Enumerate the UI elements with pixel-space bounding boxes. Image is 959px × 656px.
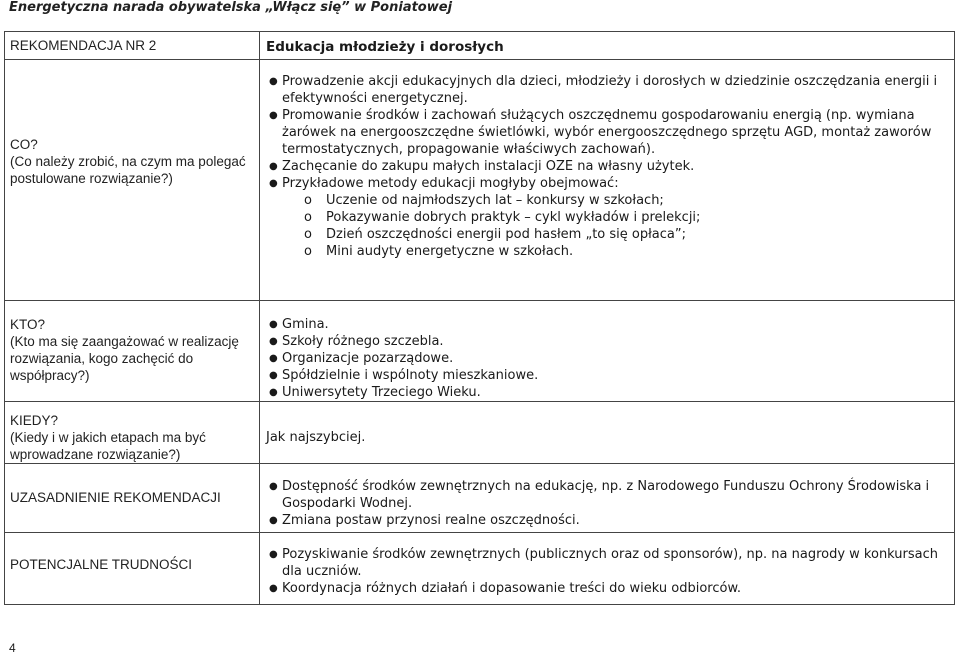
row-trudnosci (5, 533, 955, 605)
list-item: ● Zmiana postaw przynosi realne oszczędności. (282, 512, 948, 529)
kto-bullet-list (266, 316, 948, 401)
list-item: ● Dostępność środków zewnętrznych na edukację, np. z Narodowego Funduszu Ochrony Środowiska i Gospodarki Wodnej. (282, 478, 948, 512)
list-item: ● Prowadzenie akcji edukacyjnych dla dzieci, młodzieży i dorosłych w dziedzinie oszczędzania energii i efektywności energetycznej. (282, 73, 948, 107)
cell-uzasadnienie-label: UZASADNIENIE REKOMENDACJI (5, 464, 260, 533)
uzasadnienie-bullet-list (266, 478, 948, 529)
kiedy-description: (Kiedy i w jakich etapach ma być wprowadzane rozwiązanie?) (10, 430, 206, 462)
list-item: ● Spółdzielnie i wspólnoty mieszkaniowe. (282, 367, 948, 384)
kiedy-heading: KIEDY? (10, 413, 59, 428)
co-heading: CO? (10, 137, 38, 152)
kto-description: (Kto ma się zaangażować w realizację rozwiązania, kogo zachęcić do współpracy?) (10, 334, 239, 383)
page-number: 4 (9, 641, 16, 655)
list-item: ● Pozyskiwanie środków zewnętrznych (publicznych oraz od sponsorów), np. na nagrody w konkursach dla uczniów. (282, 546, 948, 580)
recommendation-title: Edukacja młodzieży i dorosłych (266, 39, 504, 55)
co-bullet-list (266, 73, 948, 260)
cell-kiedy-content (260, 402, 955, 464)
sub-list-item: o Dzień oszczędności energii pod hasłem „to się opłaca”; (304, 226, 948, 243)
list-item (282, 175, 948, 260)
list-item: ● Szkoły różnego szczebla. (282, 333, 948, 350)
list-item: ● Zachęcanie do zakupu małych instalacji OZE na własny użytek. (282, 158, 948, 175)
row-kto (5, 301, 955, 402)
cell-kiedy-label (5, 402, 260, 464)
list-item: ● Organizacje pozarządowe. (282, 350, 948, 367)
recommendation-table (4, 31, 955, 605)
row-rekomendacja (5, 32, 955, 60)
list-item: ● Gmina. (282, 316, 948, 333)
cell-co-content (260, 60, 955, 301)
cell-rekomendacja-title (260, 32, 955, 60)
row-uzasadnienie (5, 464, 955, 533)
list-item: ● Promowanie środków i zachowań służących oszczędnemu gospodarowaniu energią (np. wymiana żarówek na energooszczędne świetlówki, wybór energooszczędnego sprzętu AGD, montaż zaworów termostatycznych, propagowanie właściwych zachowań). (282, 107, 948, 158)
cell-rekomendacja-label: REKOMENDACJA NR 2 (5, 32, 260, 60)
sub-list-item: o Mini audyty energetyczne w szkołach. (304, 243, 948, 260)
list-item: ● Uniwersytety Trzeciego Wieku. (282, 384, 948, 401)
trudnosci-bullet-list (266, 546, 948, 597)
cell-kto-label (5, 301, 260, 402)
kiedy-text: Jak najszybciej. (266, 430, 366, 445)
cell-kto-content (260, 301, 955, 402)
cell-trudnosci-label: POTENCJALNE TRUDNOŚCI (5, 533, 260, 605)
row-co (5, 60, 955, 301)
cell-co-label (5, 60, 260, 301)
sub-list-item: o Pokazywanie dobrych praktyk – cykl wykładów i prelekcji; (304, 209, 948, 226)
cell-uzasadnienie-content (260, 464, 955, 533)
kto-heading: KTO? (10, 317, 46, 332)
document-header: Energetyczna narada obywatelska „Włącz się” w Poniatowej (9, 0, 453, 15)
list-item-text: Przykładowe metody edukacji mogłyby obejmować: (282, 176, 619, 191)
co-description: (Co należy zrobić, na czym ma polegać postulowane rozwiązanie?) (10, 154, 246, 186)
cell-trudnosci-content (260, 533, 955, 605)
list-item: ● Koordynacja różnych działań i dopasowanie treści do wieku odbiorców. (282, 580, 948, 597)
sub-list-item: o Uczenie od najmłodszych lat – konkursy w szkołach; (304, 192, 948, 209)
co-sub-list (282, 192, 948, 260)
row-kiedy (5, 402, 955, 464)
